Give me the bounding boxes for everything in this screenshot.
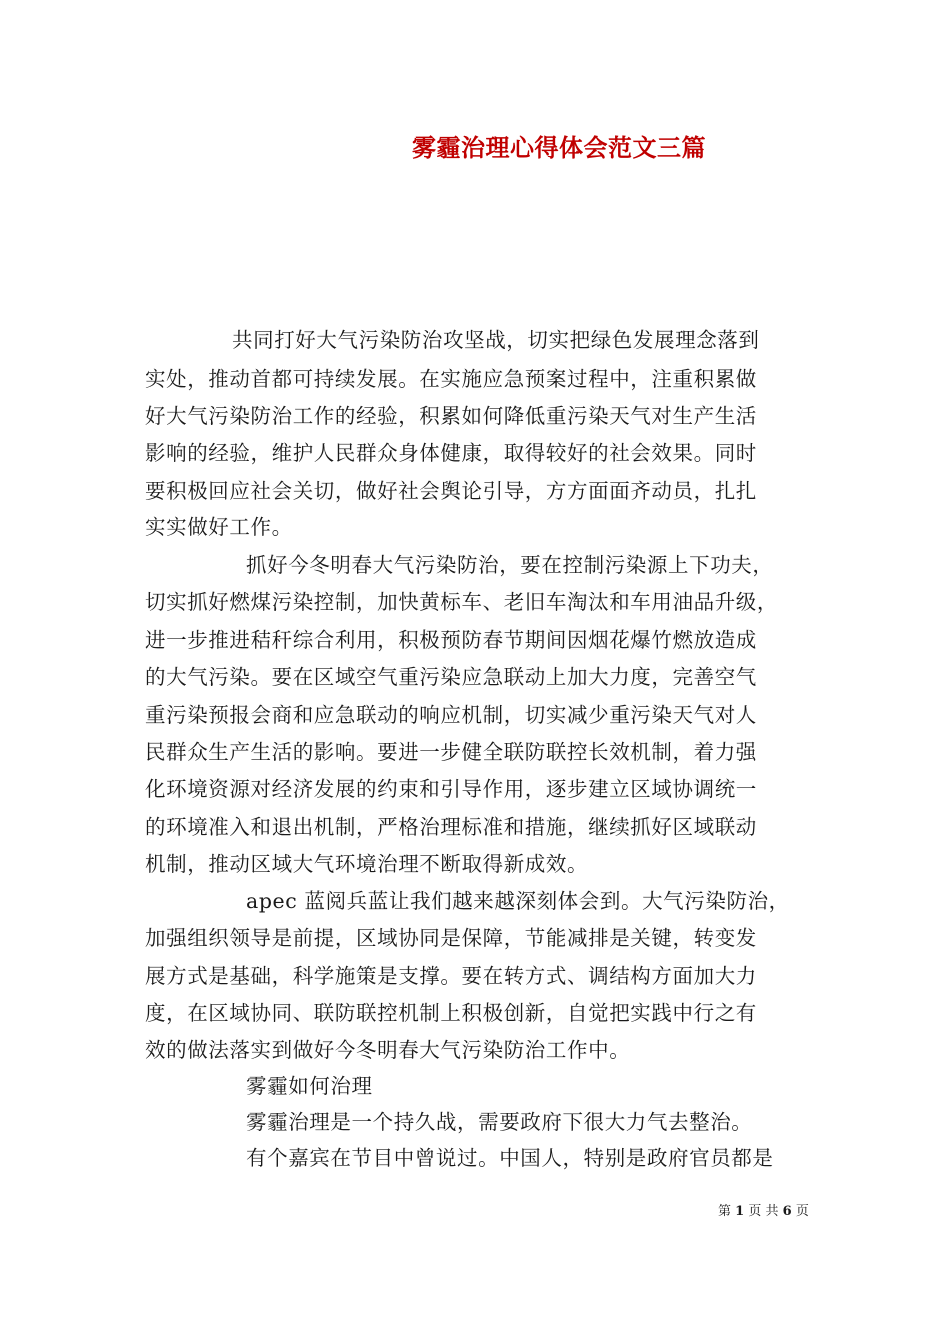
section-heading: 雾霾如何治理 — [246, 1074, 373, 1098]
document-title: 雾霾治理心得体会范文三篇 — [412, 133, 706, 162]
paragraph-line: 展方式是基础，科学施策是支撑。要在转方式、调结构方面加大力 — [145, 964, 757, 988]
page-prefix: 第 — [718, 1204, 732, 1219]
paragraph-line: 有个嘉宾在节目中曾说过。中国人，特别是政府官员都是 — [246, 1146, 774, 1170]
paragraph-line: 的大气污染。要在区域空气重污染应急联动上加大力度，完善空气 — [145, 665, 757, 689]
paragraph-line: 民群众生产生活的影响。要进一步健全联防联控长效机制，着力强 — [145, 740, 757, 764]
paragraph-line: 实处，推动首都可持续发展。在实施应急预案过程中，注重积累做 — [145, 367, 757, 391]
paragraph-line: 要积极回应社会关切，做好社会舆论引导，方方面面齐动员，扎扎 — [145, 479, 757, 503]
page-number: 1 — [735, 1204, 745, 1219]
paragraph-line: 进一步推进秸秆综合利用，积极预防春节期间因烟花爆竹燃放造成 — [145, 628, 757, 652]
paragraph-line: 实实做好工作。 — [145, 515, 293, 539]
paragraph-line: 抓好今冬明春大气污染防治，要在控制污染源上下功夫， — [246, 553, 774, 577]
page-mid: 页 共 — [748, 1204, 779, 1219]
paragraph-line: 共同打好大气污染防治攻坚战，切实把绿色发展理念落到 — [232, 328, 760, 352]
paragraph-line: 化环境资源对经济发展的约束和引导作用，逐步建立区域协调统一 — [145, 777, 757, 801]
paragraph-line: 效的做法落实到做好今冬明春大气污染防治工作中。 — [145, 1038, 631, 1062]
page-total: 6 — [782, 1204, 792, 1219]
paragraph-line: 影响的经验，维护人民群众身体健康，取得较好的社会效果。同时 — [145, 441, 757, 465]
paragraph-line: apec 蓝阅兵蓝让我们越来越深刻体会到。大气污染防治， — [246, 889, 790, 913]
paragraph-line: 度，在区域协同、联防联控机制上积极创新，自觉把实践中行之有 — [145, 1001, 757, 1025]
paragraph-line: 加强组织领导是前提，区域协同是保障，节能减排是关键，转变发 — [145, 926, 757, 950]
paragraph-line: 机制，推动区域大气环境治理不断取得新成效。 — [145, 852, 589, 876]
paragraph-line: 好大气污染防治工作的经验，积累如何降低重污染天气对生产生活 — [145, 404, 757, 428]
paragraph-line: 重污染预报会商和应急联动的响应机制，切实减少重污染天气对人 — [145, 703, 757, 727]
page-suffix: 页 — [795, 1204, 809, 1219]
paragraph-line: 切实抓好燃煤污染控制，加快黄标车、老旧车淘汰和车用油品升级， — [145, 590, 778, 614]
paragraph-line: 的环境准入和退出机制，严格治理标准和措施，继续抓好区域联动 — [145, 815, 757, 839]
page-footer — [718, 1203, 809, 1221]
paragraph-line: 雾霾治理是一个持久战，需要政府下很大力气去整治。 — [246, 1110, 753, 1134]
